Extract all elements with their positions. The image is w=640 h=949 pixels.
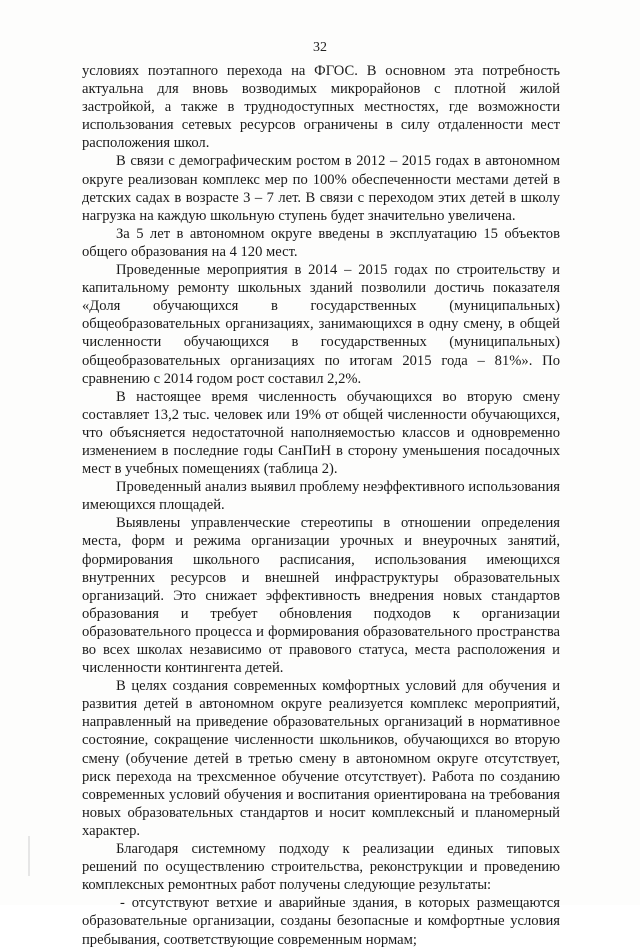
paragraph-comfortable-conditions: В целях создания современных комфортных условий для обучения и развития детей в автономном округе реализуется комплекс мероприятий, направленный на приведение образовательных организаций в нормативное состояние, сокращение численности школьников, обучающихся во вторую смену (обучение детей в третью смену в автономном округе отсутствует, риск перехода на трехсменное обучение отсутствует). Работа по созданию современных условий обучения и воспитания ориентирована на требования новых образовательных стандартов и носит комплексный и планомерный характер. xyxy=(82,678,560,839)
paragraph-stereotypes: Выявлены управленческие стереотипы в отношении определения места, форм и режима организации урочных и внеурочных занятий, формирования школьного расписания, использования имеющихся внутренних ресурсов и внешней инфраструктуры образовательных организаций. Это снижает эффективность внедрения новых стандартов образования и требует обновления подходов к организации образовательного процесса и формирования образовательного пространства во всех школах независимо от правового статуса, места расположения и численности контингента детей. xyxy=(82,515,560,677)
paragraph-analysis: Проведенный анализ выявил проблему неэффективного использования имеющихся площадей. xyxy=(82,479,560,514)
paragraph-measures-2014-2015: Проведенные мероприятия в 2014 – 2015 годах по строительству и капитальному ремонту школьных зданий позволили достичь показателя «Доля обучающихся в государственных (муниципальных) общеобразовательных организациях, занимающихся в одну смену, в общей численности обучающихся в государственных (муниципальных) общеобразовательных организациях по итогам 2015 года – 81%». По сравнению с 2014 годом рост составил 2,2%. xyxy=(82,262,560,387)
list-item-results: - отсутствуют ветхие и аварийные здания, в которых размещаются образовательные организации, созданы безопасные и комфортные условия пребывания, соответствующие современным нормам; xyxy=(82,895,560,948)
scan-artifact xyxy=(28,836,30,876)
paragraph-second-shift: В настоящее время численность обучающихся во вторую смену составляет 13,2 тыс. человек или 19% от общей численности обучающихся, что объясняется недостаточной наполняемостью классов и одновременно изменением в последние годы СанПиН в сторону уменьшения посадочных мест в учебных помещениях (таблица 2). xyxy=(82,388,560,478)
paragraph-new-facilities: За 5 лет в автономном округе введены в эксплуатацию 15 объектов общего образования на 4 120 мест. xyxy=(82,225,560,260)
paragraph-continuation: условиях поэтапного перехода на ФГОС. В основном эта потребность актуальна для вновь возводимых микрорайонов с плотной жилой застройкой, а также в труднодоступных местностях, где возможности использования сетевых ресурсов ограничены в силу отдаленности мест расположения школ. xyxy=(82,63,560,152)
body-text xyxy=(82,62,560,949)
page-number: 32 xyxy=(313,40,327,55)
paragraph-demographic-growth: В связи с демографическим ростом в 2012 – 2015 годах в автономном округе реализован комплекс мер по 100% обеспеченности местами детей в детских садах в возрасте 3 – 7 лет. В связи с переходом этих детей в школу нагрузка на каждую школьную ступень будет значительно увеличена. xyxy=(82,153,560,224)
paragraph-system-approach: Благодаря системному подходу к реализации единых типовых решений по осуществлению строительства, реконструкции и проведению комплексных ремонтных работ получены следующие результаты: xyxy=(82,841,560,894)
